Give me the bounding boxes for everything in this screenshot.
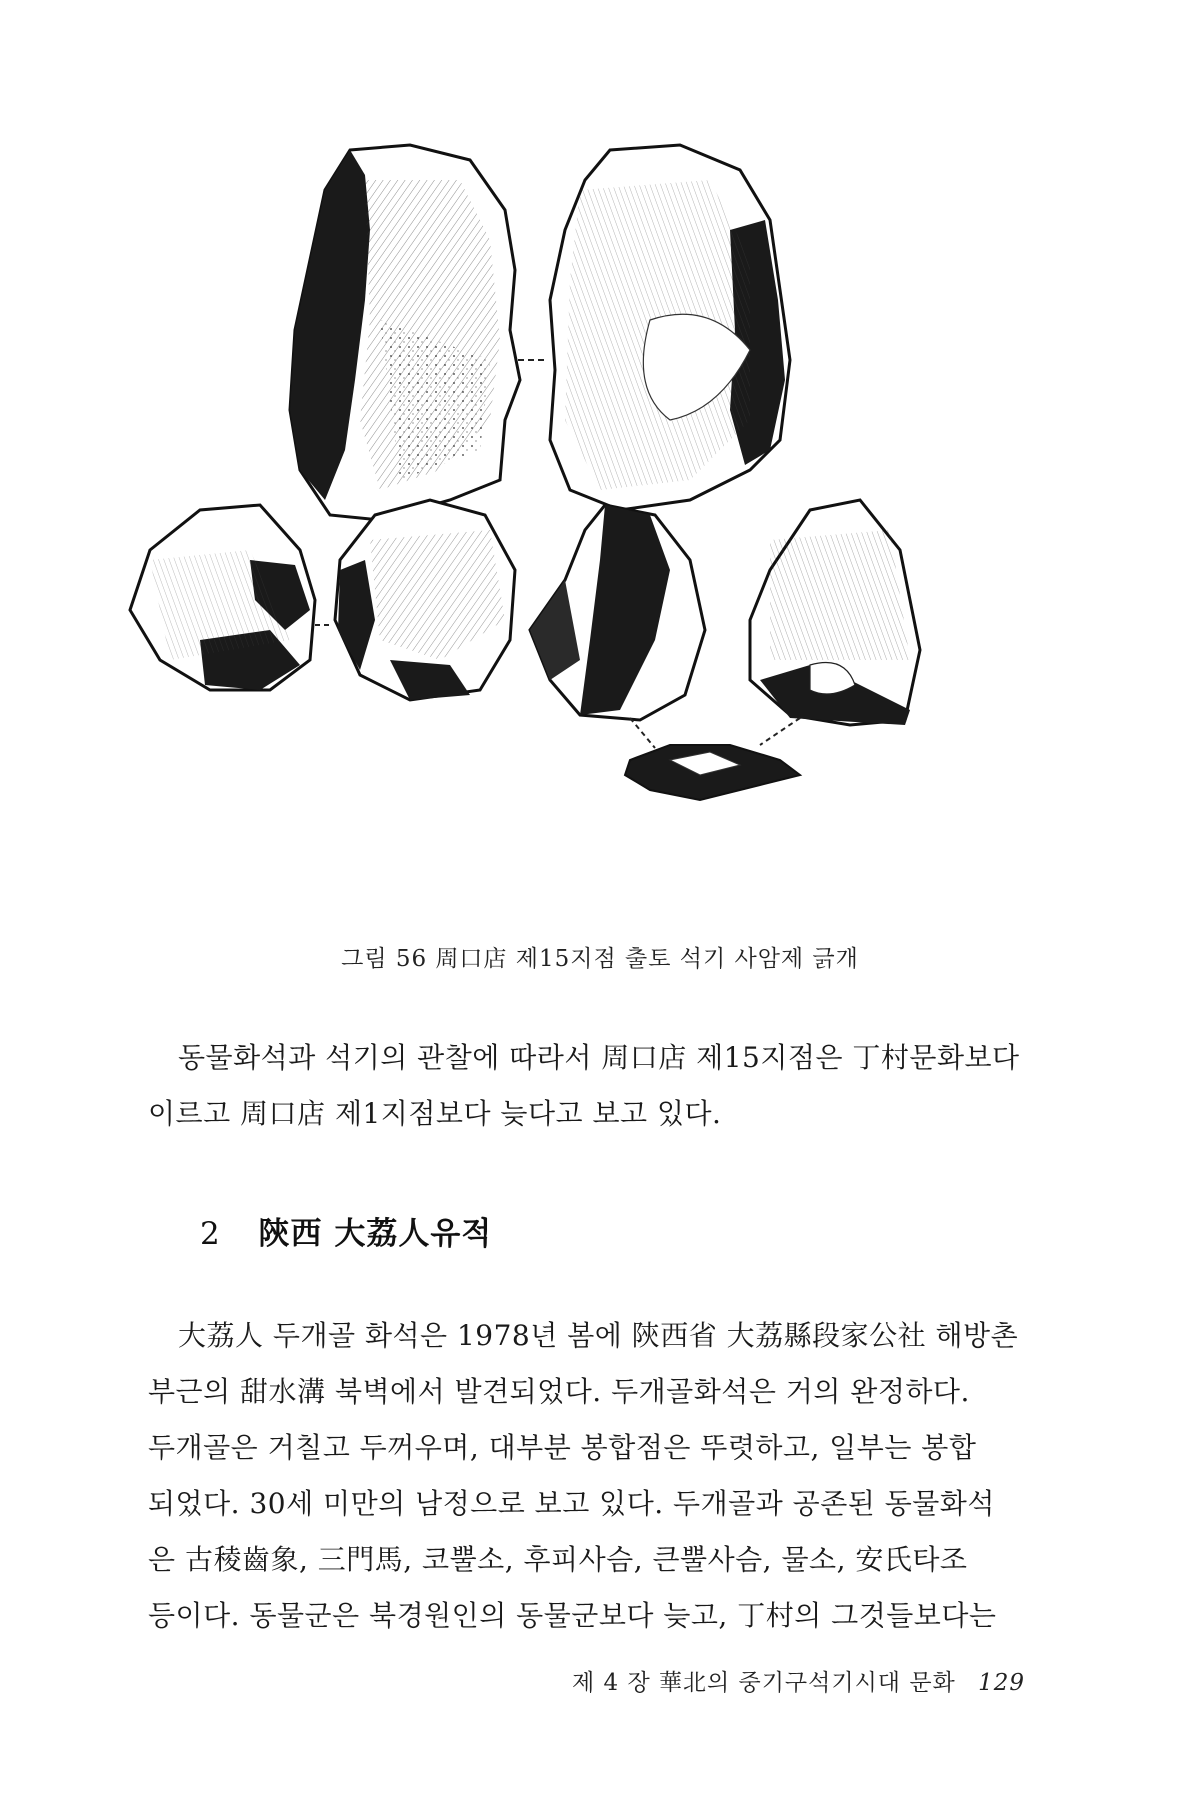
- paragraph-2: [148, 1308, 1048, 1644]
- paragraph-line: 동물화석과 석기의 관찰에 따라서 周口店 제15지점은 丁村문화보다: [178, 1041, 1020, 1074]
- paragraph-line: 이르고 周口店 제1지점보다 늦다고 보고 있다.: [148, 1097, 722, 1130]
- tool-bottom-flake: [625, 745, 800, 800]
- tool-top-left: [290, 145, 520, 520]
- section-number: 2: [200, 1216, 221, 1252]
- tool-middle-1: [130, 505, 315, 690]
- figure-caption: 그림 56 周口店 제15지점 출토 석기 사암제 긁개: [341, 946, 859, 972]
- section-title: 陝西 大荔人유적: [258, 1216, 493, 1252]
- paragraph-line: 두개골은 거칠고 두꺼우며, 대부분 봉합점은 뚜렷하고, 일부는 봉합: [148, 1431, 977, 1464]
- stone-tools-drawing: [110, 120, 950, 910]
- tool-middle-4: [750, 500, 920, 725]
- paragraph-1: [148, 1030, 1048, 1142]
- paragraph-line: 은 古稜齒象, 三門馬, 코뿔소, 후피사슴, 큰뿔사슴, 물소, 安氏타조: [148, 1543, 968, 1576]
- tool-top-right: [550, 145, 790, 510]
- page-number: 129: [978, 1670, 1025, 1696]
- tool-middle-2: [335, 500, 515, 700]
- connector-line: [630, 718, 655, 748]
- page-footer: [572, 1664, 1025, 1697]
- paragraph-line: 되었다. 30세 미만의 남정으로 보고 있다. 두개골과 공존된 동물화석: [148, 1487, 995, 1520]
- paragraph-line: 등이다. 동물군은 북경원인의 동물군보다 늦고, 丁村의 그것들보다는: [148, 1599, 997, 1632]
- tool-middle-3: [530, 505, 705, 720]
- stone-tool-illustration: [110, 120, 950, 910]
- section-heading: [200, 1208, 492, 1253]
- connector-line: [760, 718, 800, 745]
- chapter-title: 제 4 장 華北의 중기구석기시대 문화: [571, 1670, 956, 1696]
- paragraph-line: 부근의 甜水溝 북벽에서 발견되었다. 두개골화석은 거의 완정하다.: [148, 1375, 970, 1408]
- paragraph-line: 大荔人 두개골 화석은 1978년 봄에 陝西省 大荔縣段家公社 해방촌: [178, 1319, 1019, 1352]
